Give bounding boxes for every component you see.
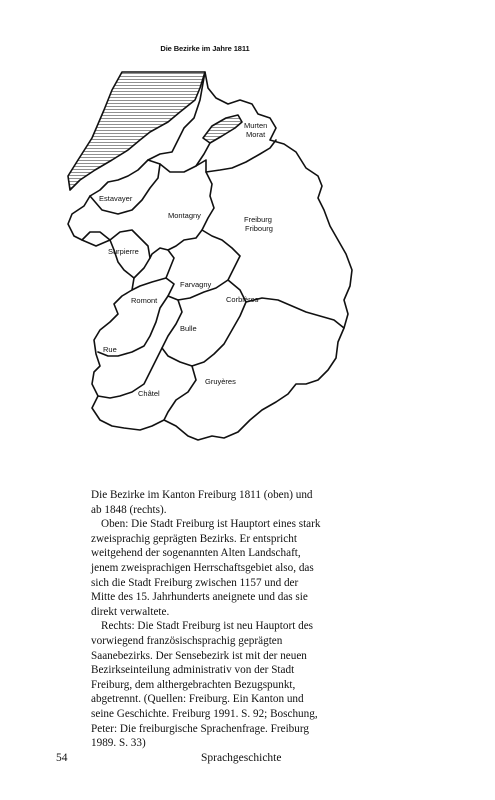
label-chatel: Châtel [138,389,160,398]
label-gruyeres: Gruyères [205,377,236,386]
label-corbieres: Corbières [226,295,259,304]
label-montagny: Montagny [168,211,201,220]
lake-murten [203,115,242,143]
label-rue: Rue [103,345,117,354]
label-farvagny: Farvagny [180,280,212,289]
caption-rechts-label: Rechts: [101,620,135,633]
map-caption [91,488,323,751]
map-title: Die Bezirke im Jahre 1811 [160,44,250,53]
caption-intro: Die Bezirke im Kanton Freiburg 1811 (oben) und ab 1848 (rechts). [91,489,313,516]
label-freiburg: Freiburg [244,215,272,224]
label-romont: Romont [131,296,158,305]
label-fribourg: Fribourg [245,224,273,233]
caption-oben-text: Die Stadt Freiburg ist Hauptort eines stark zweisprachig geprägten Bezirks. Er entspricht weitgehend der sogenannten Alten Landschaft, jenem zweisprachigen Herrschaftsgebiet also, das sich die Stadt Freiburg zwischen 1157 und der Mitte des 15. Jahrhunderts aneignete und das sie direkt verwaltete. [91,518,321,618]
caption-rechts [91,619,323,750]
page-number: 54 [56,752,68,764]
label-bulle: Bulle [180,324,197,333]
caption-rechts-text: Die Stadt Freiburg ist neu Hauptort des vorwiegend französischsprachig geprägten Saanebezirks. Der Sensebezirk ist mit der neuen Bezirkseinteilung administrativ von der Stadt Freiburg, dem althergebrachten Bezugspunkt, abgetrennt. (Quellen: Freiburg. Ein Kanton und seine Geschichte. Freiburg 1991. S. 92; Boschung, Peter: Die freiburgische Sprachenfrage. Freiburg 1989. S. 33) [91,620,318,750]
running-head: Sprachgeschichte [201,752,282,764]
label-murten: Murten [244,121,268,130]
district-labels [99,121,273,398]
label-surpierre: Surpierre [108,247,139,256]
caption-oben-label: Oben: [101,518,129,531]
label-morat: Morat [246,130,266,139]
label-estavayer: Estavayer [99,194,133,203]
caption-oben [91,517,323,619]
